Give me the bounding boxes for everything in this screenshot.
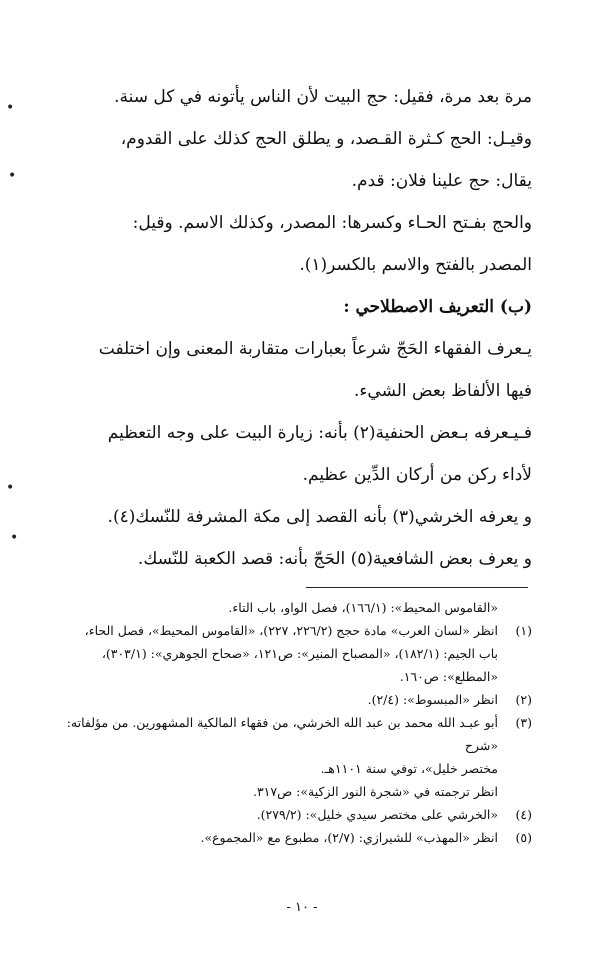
footnote (52, 596, 532, 619)
section-heading: (ب) التعريف الاصطلاحي : (343, 297, 532, 317)
footnote-text: «المطلع»: ص١٦٠. (399, 669, 498, 684)
footnote-number (498, 757, 532, 780)
main-text (52, 76, 532, 580)
footnote-number: (٤) (515, 807, 532, 822)
footnote-number: (٥) (515, 830, 532, 845)
margin-mark: • (6, 100, 15, 116)
text-line: يقال: حج علينا فلان: قدم. (351, 171, 532, 191)
footnote-text: انظر «لسان العرب» مادة حجج (٢٢٦/٢، ٢٢٧)، «القاموس المحيط»، فصل الحاء، (84, 623, 498, 638)
footnote (52, 757, 532, 780)
margin-mark: • (8, 168, 17, 184)
footnote-text: أبو عبـد الله محمد بن عبد الله الخرشي، من فقهاء المالكية المشهورين. من مؤلفاته: «شرح (66, 715, 498, 753)
margin-mark: • (10, 530, 19, 546)
footnote (52, 665, 532, 688)
footnote-number (498, 780, 532, 803)
text-line: وقيـل: الحج كـثرة القـصد، و يطلق الحج كذلك على القدوم، (120, 129, 532, 149)
text-line: لأداء ركن من أركان الدِّين عظيم. (302, 465, 532, 485)
footnote-number: (٢) (515, 692, 532, 707)
footnote (52, 688, 532, 711)
footnote (52, 780, 532, 803)
text-line: يـعرف الفقهاء الحَجّ شرعاً بعبارات متقاربة المعنى وإن اختلفت (98, 339, 532, 359)
text-line: فيها الألفاظ بعض الشيء. (354, 381, 532, 401)
margin-mark: • (6, 480, 15, 496)
footnote (52, 642, 532, 665)
text-line: و يعرف بعض الشافعية(٥) الحَجّ بأنه: قصد الكعبة للنّسك. (137, 549, 532, 569)
footnote-text: انظر ترجمته في «شجرة النور الزكية»: ص٣١٧. (252, 784, 498, 799)
footnote-text: مختصر خليل»، توفي سنة ١١٠١هـ. (320, 761, 498, 776)
footnote-number (498, 596, 532, 619)
text-line: مرة بعد مرة، فقيل: حج البيت لأن الناس يأتونه في كل سنة. (114, 87, 532, 107)
footnote-number (498, 642, 532, 665)
footnote-number: (٣) (515, 715, 532, 730)
footnote (52, 619, 532, 642)
footnote-text: «القاموس المحيط»: (١٦٦/١)، فصل الواو، باب التاء. (228, 600, 498, 615)
text-line: والحج بفـتح الحـاء وكسرها: المصدر، وكذلك الاسم. وقيل: (132, 213, 532, 233)
footnote-separator (306, 587, 528, 588)
footnote (52, 826, 532, 849)
footnote-number (498, 665, 532, 688)
footnote-text: انظر «المهذب» للشيرازي: (٢/٧)، مطبوع مع «المجموع». (200, 830, 498, 845)
text-line: فـيـعرفه بـعض الحنفية(٢) بأنه: زيارة البيت على وجه التعظيم (107, 423, 532, 443)
footnote-text: باب الجيم: (١٨٢/١)، «المصباح المنير»: ص١٢١، «صحاح الجوهري»: (٣٠٣/١)، (101, 646, 498, 661)
footnote (52, 711, 532, 757)
footnote-text: انظر «المبسوط»: (٢/٤). (367, 692, 498, 707)
footnotes (52, 596, 532, 849)
footnote-text: «الخرشي على مختصر سيدي خليل»: (٢٧٩/٢). (256, 807, 498, 822)
footnote-number: (١) (515, 623, 532, 638)
text-line: و يعرفه الخرشي(٣) بأنه القصد إلى مكة المشرفة للنّسك(٤). (107, 507, 532, 527)
footnote (52, 803, 532, 826)
text-line: المصدر بالفتح والاسم بالكسر(١). (299, 255, 532, 275)
page-number: - ١٠ - (286, 900, 318, 915)
